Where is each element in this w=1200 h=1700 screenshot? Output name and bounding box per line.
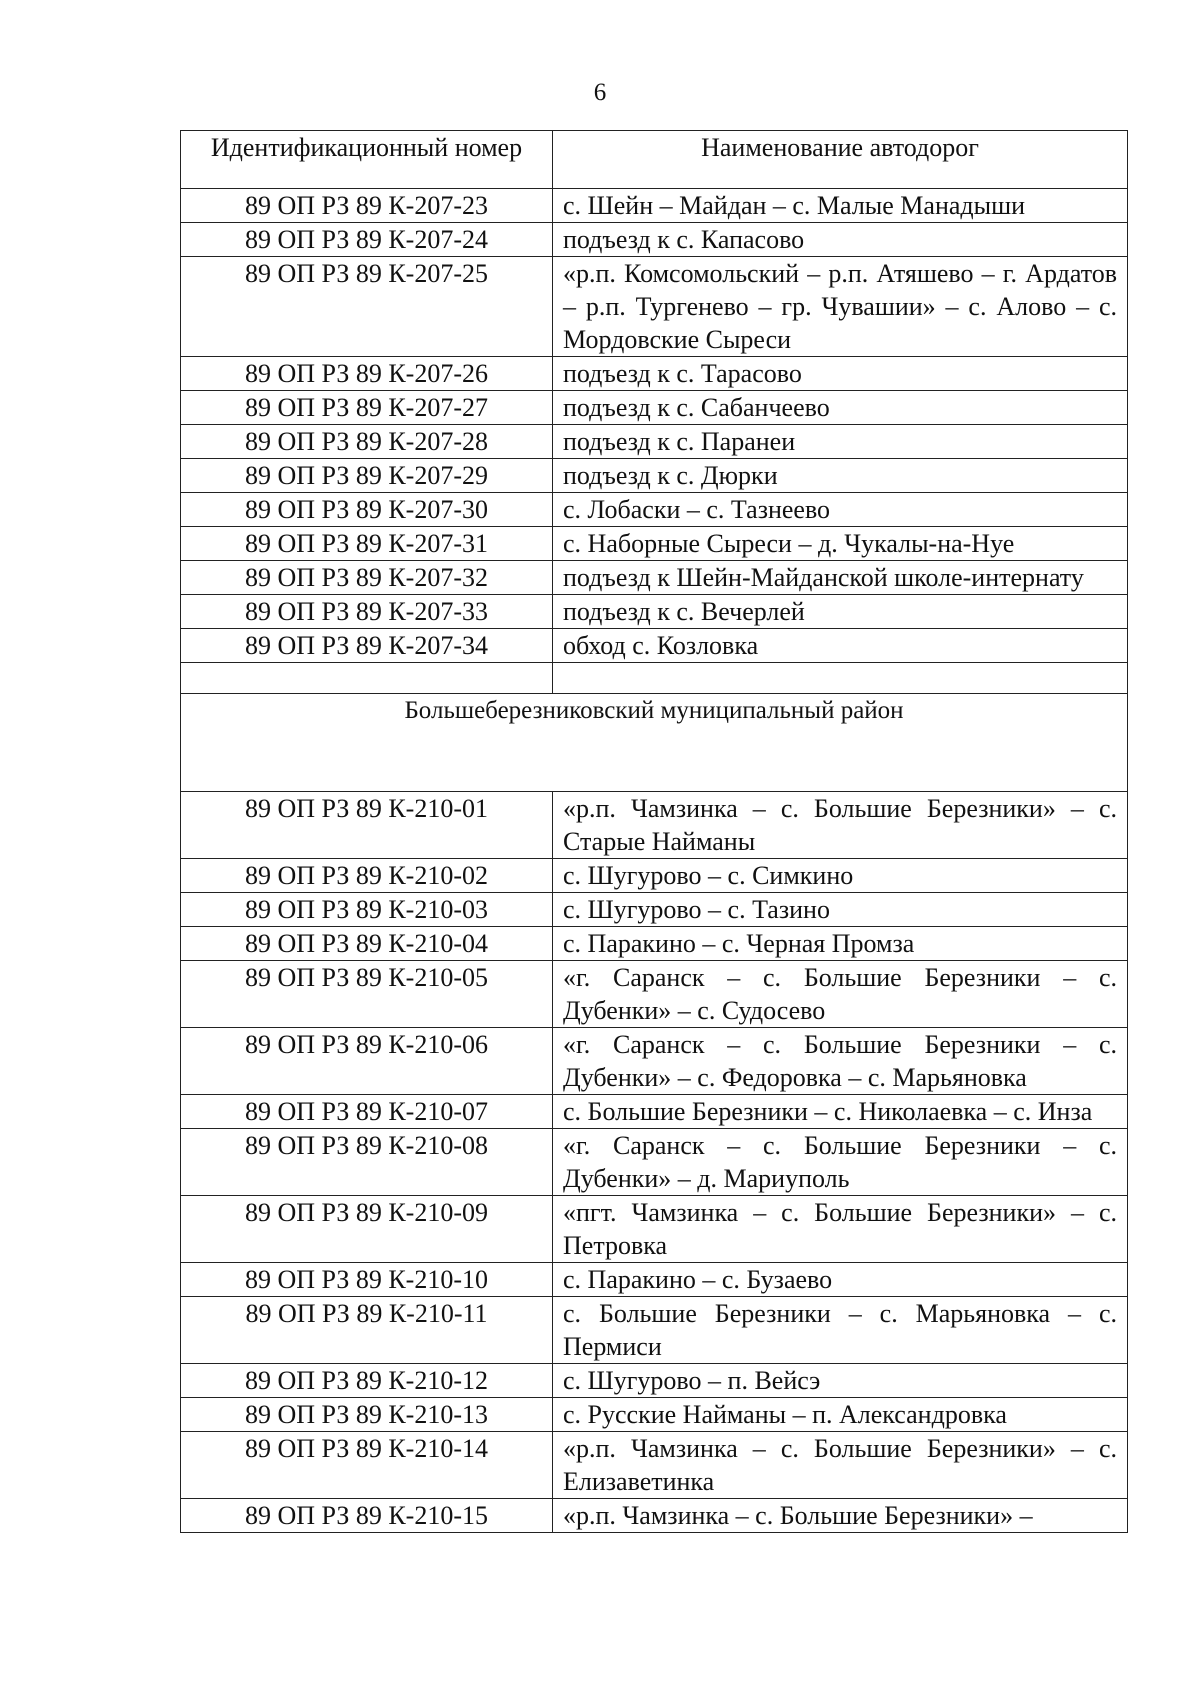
road-id-cell: 89 ОП РЗ 89 К-210-05 <box>181 961 553 1028</box>
table-row <box>181 391 1128 425</box>
table-row <box>181 961 1128 1028</box>
road-id-cell: 89 ОП РЗ 89 К-207-28 <box>181 425 553 459</box>
table-row <box>181 561 1128 595</box>
table-row <box>181 1364 1128 1398</box>
road-name-cell: с. Шугурово – п. Вейсэ <box>553 1364 1128 1398</box>
road-name-cell: обход с. Козловка <box>553 629 1128 663</box>
road-id-cell: 89 ОП РЗ 89 К-210-08 <box>181 1129 553 1196</box>
header-id: Идентификационный номер <box>181 131 553 189</box>
table-row <box>181 1263 1128 1297</box>
table-row <box>181 1432 1128 1499</box>
table-row <box>181 1129 1128 1196</box>
road-id-cell: 89 ОП РЗ 89 К-210-15 <box>181 1499 553 1533</box>
table-row <box>181 1297 1128 1364</box>
header-name: Наименование автодорог <box>553 131 1128 189</box>
district-row <box>181 694 1128 792</box>
road-id-cell: 89 ОП РЗ 89 К-207-26 <box>181 357 553 391</box>
table-row <box>181 459 1128 493</box>
table-row <box>181 1028 1128 1095</box>
table-row <box>181 792 1128 859</box>
road-name-cell: с. Наборные Сыреси – д. Чукалы-на-Нуе <box>553 527 1128 561</box>
road-id-cell: 89 ОП РЗ 89 К-207-31 <box>181 527 553 561</box>
road-id-cell: 89 ОП РЗ 89 К-210-11 <box>181 1297 553 1364</box>
road-id-cell: 89 ОП РЗ 89 К-207-33 <box>181 595 553 629</box>
table-row <box>181 859 1128 893</box>
table-row <box>181 189 1128 223</box>
table-row <box>181 1398 1128 1432</box>
road-id-cell: 89 ОП РЗ 89 К-210-02 <box>181 859 553 893</box>
road-name-cell: с. Большие Березники – с. Марьяновка – с. Пермиси <box>553 1297 1128 1364</box>
road-id-cell: 89 ОП РЗ 89 К-210-12 <box>181 1364 553 1398</box>
road-id-cell: 89 ОП РЗ 89 К-210-01 <box>181 792 553 859</box>
road-id-cell: 89 ОП РЗ 89 К-210-09 <box>181 1196 553 1263</box>
road-id-cell: 89 ОП РЗ 89 К-207-34 <box>181 629 553 663</box>
blank-row <box>181 663 1128 694</box>
table-row <box>181 223 1128 257</box>
table-body-separator <box>181 663 1128 792</box>
road-id-cell: 89 ОП РЗ 89 К-207-32 <box>181 561 553 595</box>
road-name-cell: подъезд к с. Паранеи <box>553 425 1128 459</box>
road-name-cell: «г. Саранск – с. Большие Березники – с. Дубенки» – д. Мариуполь <box>553 1129 1128 1196</box>
district-heading: Большеберезниковский муниципальный район <box>181 694 1128 792</box>
road-id-cell: 89 ОП РЗ 89 К-210-10 <box>181 1263 553 1297</box>
road-name-cell: подъезд к с. Дюрки <box>553 459 1128 493</box>
road-name-cell: с. Шейн – Майдан – с. Малые Манадыши <box>553 189 1128 223</box>
road-id-cell: 89 ОП РЗ 89 К-210-03 <box>181 893 553 927</box>
road-name-cell: «пгт. Чамзинка – с. Большие Березники» – с. Петровка <box>553 1196 1128 1263</box>
road-id-cell: 89 ОП РЗ 89 К-210-14 <box>181 1432 553 1499</box>
table-row <box>181 1499 1128 1533</box>
road-name-cell: подъезд к с. Тарасово <box>553 357 1128 391</box>
road-name-cell: подъезд к Шейн-Майданской школе-интернату <box>553 561 1128 595</box>
road-id-cell: 89 ОП РЗ 89 К-207-25 <box>181 257 553 357</box>
table-body-part2 <box>181 792 1128 1533</box>
road-name-cell: подъезд к с. Вечерлей <box>553 595 1128 629</box>
road-id-cell: 89 ОП РЗ 89 К-207-29 <box>181 459 553 493</box>
table-row <box>181 357 1128 391</box>
table-row <box>181 893 1128 927</box>
road-name-cell: «г. Саранск – с. Большие Березники – с. Дубенки» – с. Федоровка – с. Марьяновка <box>553 1028 1128 1095</box>
road-name-cell: с. Шугурово – с. Тазино <box>553 893 1128 927</box>
roads-table <box>180 130 1128 1533</box>
road-id-cell: 89 ОП РЗ 89 К-210-13 <box>181 1398 553 1432</box>
table-row <box>181 629 1128 663</box>
table-row <box>181 527 1128 561</box>
road-id-cell: 89 ОП РЗ 89 К-207-24 <box>181 223 553 257</box>
road-id-cell: 89 ОП РЗ 89 К-210-07 <box>181 1095 553 1129</box>
road-name-cell: с. Лобаски – с. Тазнеево <box>553 493 1128 527</box>
table-header-row <box>181 131 1128 189</box>
road-id-cell: 89 ОП РЗ 89 К-207-30 <box>181 493 553 527</box>
table-row <box>181 1196 1128 1263</box>
road-name-cell: «р.п. Комсомольский – р.п. Атяшево – г. Ардатов – р.п. Тургенево – гр. Чувашии» – с. Алово – с. Мордовские Сыреси <box>553 257 1128 357</box>
road-name-cell: «г. Саранск – с. Большие Березники – с. Дубенки» – с. Судосево <box>553 961 1128 1028</box>
road-name-cell: «р.п. Чамзинка – с. Большие Березники» – <box>553 1499 1128 1533</box>
table-row <box>181 493 1128 527</box>
road-name-cell: подъезд к с. Капасово <box>553 223 1128 257</box>
road-name-cell: подъезд к с. Сабанчеево <box>553 391 1128 425</box>
road-name-cell: с. Паракино – с. Черная Промза <box>553 927 1128 961</box>
table-body-part1 <box>181 189 1128 663</box>
road-id-cell: 89 ОП РЗ 89 К-207-27 <box>181 391 553 425</box>
road-name-cell: с. Шугурово – с. Симкино <box>553 859 1128 893</box>
table-row <box>181 425 1128 459</box>
road-id-cell: 89 ОП РЗ 89 К-207-23 <box>181 189 553 223</box>
road-name-cell: с. Большие Березники – с. Николаевка – с. Инза <box>553 1095 1128 1129</box>
road-id-cell: 89 ОП РЗ 89 К-210-04 <box>181 927 553 961</box>
blank-cell <box>553 663 1128 694</box>
table-row <box>181 1095 1128 1129</box>
road-name-cell: с. Русские Найманы – п. Александровка <box>553 1398 1128 1432</box>
table-row <box>181 595 1128 629</box>
table-row <box>181 257 1128 357</box>
road-name-cell: с. Паракино – с. Бузаево <box>553 1263 1128 1297</box>
blank-cell <box>181 663 553 694</box>
page-number: 6 <box>593 79 607 106</box>
road-name-cell: «р.п. Чамзинка – с. Большие Березники» – с. Старые Найманы <box>553 792 1128 859</box>
table-row <box>181 927 1128 961</box>
road-id-cell: 89 ОП РЗ 89 К-210-06 <box>181 1028 553 1095</box>
road-name-cell: «р.п. Чамзинка – с. Большие Березники» – с. Елизаветинка <box>553 1432 1128 1499</box>
